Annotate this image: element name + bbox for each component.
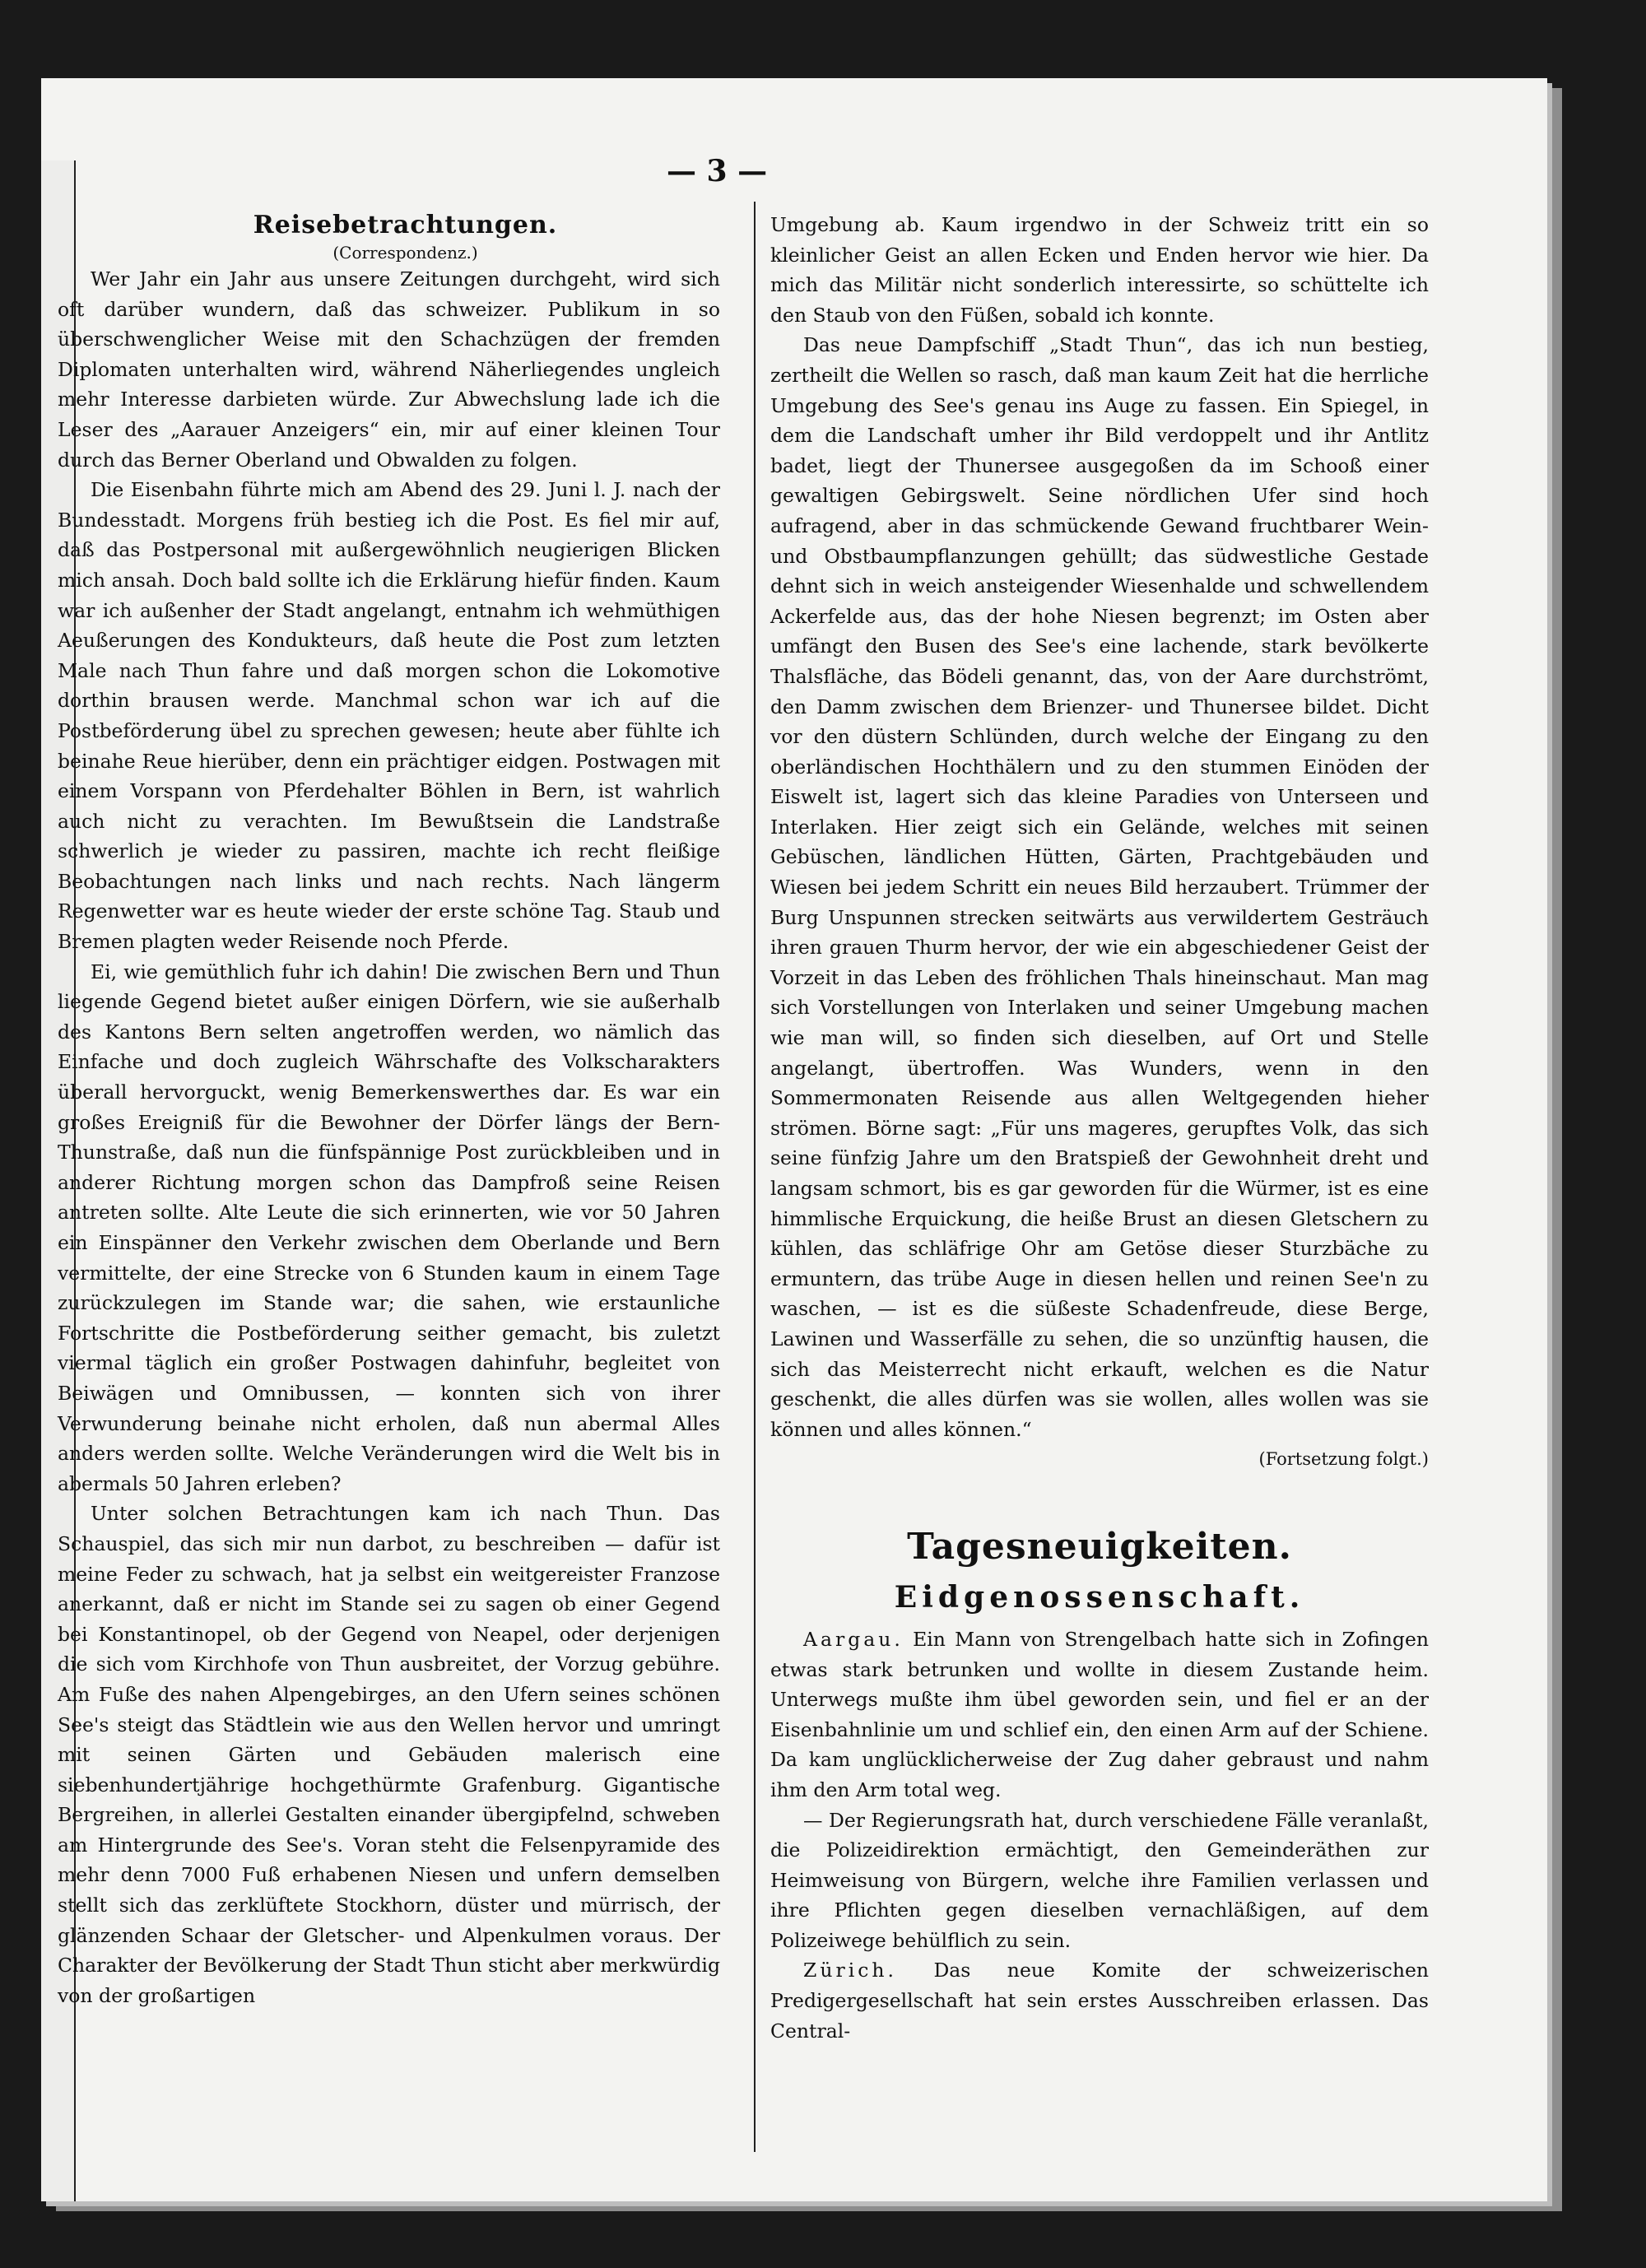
continued-note: (Fortsetzung folgt.)	[1258, 1449, 1429, 1470]
news-place: Zürich.	[803, 1959, 897, 1982]
news-item	[770, 1955, 1429, 2046]
article-paragraph: Wer Jahr ein Jahr aus unsere Zeitungen durchgeht, wird sich oft darüber wundern, daß das schweizer. Publikum in so überschwenglicher Weise mit den Schachzügen der fremden Diplomaten unterhalten wird, während Näherliegendes ungleich mehr Interesse darbieten würde. Zur Abwechslung lade ich die Leser des „Aarauer Anzeigers“ ein, mir auf einer kleinen Tour durch das Berner Oberland und Obwalden zu folgen.	[58, 267, 720, 472]
news-text: Das neue Komite der schweizerischen Predigergesellschaft hat sein erstes Ausschreiben erlassen. Das Central-	[770, 1959, 1429, 2043]
article-paragraph: Das neue Dampfschiff „Stadt Thun“, das ich nun bestieg, zertheilt die Wellen so rasch, daß man kaum Zeit hat die herrliche Umgebung des See's genau ins Auge zu fassen. Ein Spiegel, in dem die Landschaft umher ihr Bild verdoppelt und ihr Antlitz badet, liegt der Thunersee ausgegoßen da im Schooß einer gewaltigen Gebirgswelt. Seine nördlichen Ufer sind hoch aufragend, aber in das schmückende Gewand fruchtbarer Wein- und Obstbaumpflanzungen gehüllt; das südwestliche Gestade dehnt sich in weich ansteigender Wiesenhalde und schwellendem Ackerfelde aus, das der hohe Niesen begrenzt; im Osten aber umfängt den Busen des See's eine lachende, stark bevölkerte Thalsfläche, das Bödeli genannt, das, von der Aare durchströmt, den Damm zwischen dem Brienzer- und Thunersee bildet. Dicht vor den düstern Schlünden, durch welche der Eingang zu den oberländischen Hochthälern und zu den stummen Einöden der Eiswelt ist, lagert sich das kleine Paradies von Unterseen und Interlaken. Hier zeigt sich ein Gelände, welches mit seinen Gebüschen, ländlichen Hütten, Gärten, Prachtgebäuden und Wiesen bei jedem Schritt ein neues Bild herzaubert. Trümmer der Burg Unspunnen strecken seitwärts aus verwildertem Gesträuch ihren grauen Thurm hervor, der wie ein abgeschiedener Geist der Vorzeit in das Leben des fröhlichen Thals hineinschaut. Man mag sich Vorstellungen von Interlaken und seiner Umgebung machen wie man will, so finden sich dieselben, auf Ort und Stelle angelangt, übertroffen. Was Wunders, wenn in den Sommermonaten Reisende aus allen Weltgegenden hieher strömen. Börne sagt: „Für uns mageres, gerupftes Volk, das sich seine fünfzig Jahre um den Bratspieß der Gewohnheit dreht und langsam schmort, bis es gar geworden für die Würmer, ist es eine himmlische Erquickung, die heiße Brust an diesen Gletschern zu kühlen, das schläfrige Ohr am Getöse dieser Sturzbäche zu ermuntern, das trübe Auge in diesen hellen und reinen See'n zu waschen, — ist es die süßeste Schadenfreude, diese Berge, Lawinen und Wasserfälle zu sehen, die so unzünftig hausen, die sich das Meisterrecht nicht erkauft, welchen es die Natur geschenkt, die alles dürfen was sie wollen, alles wollen was sie können und alles können.“	[770, 333, 1429, 1441]
column-divider	[754, 202, 756, 2152]
article-paragraph: Die Eisenbahn führte mich am Abend des 29. Juni l. J. nach der Bundesstadt. Morgens früh bestieg ich die Post. Es fiel mir auf, daß das Postpersonal mit außergewöhnlich neugierigen Blicken mich ansah. Doch bald sollte ich die Erklärung hiefür finden. Kaum war ich außenher der Stadt angelangt, entnahm ich wehmüthigen Aeußerungen des Kondukteurs, daß heute die Post zum letzten Male nach Thun fahre und daß morgen schon die Lokomotive dorthin brausen werde. Manchmal schon war ich auf die Postbeförderung übel zu sprechen gewesen; heute aber fühlte ich beinahe Reue hierüber, denn ein prächtiger eidgen. Postwagen mit einem Vorspann von Pferdehalter Böhlen in Bern, ist wahrlich auch nicht zu verachten. Im Bewußtsein die Landstraße schwerlich je wieder zu passiren, machte ich recht fleißige Beobachtungen nach links und nach rechts. Nach längerm Regenwetter war es heute wieder der erste schöne Tag. Staub und Bremen plagten weder Reisende noch Pferde.	[58, 478, 720, 954]
article-title: Reisebetrachtungen.	[253, 211, 558, 239]
news-item	[770, 1624, 1429, 1806]
news-subsection-heading: Eidgenossenschaft.	[894, 1579, 1305, 1615]
news-text: — Der Regierungsrath hat, durch verschiedene Fälle veranlaßt, die Polizeidirektion ermächtigt, den Gemeinderäthen zur Heimweisung von Bürgern, welche ihre Familien verlassen und ihre Pflichten gegen dieselben vernachläßigen, auf dem Polizeiwege behülflich zu sein.	[770, 1808, 1429, 1952]
article-continuation: Umgebung ab. Kaum irgendwo in der Schweiz tritt ein so kleinlicher Geist an allen Ecken und Enden hervor wie hier. Da mich das Militär nicht sonderlich interessirte, so schüttelte ich den Staub von den Füßen, sobald ich konnte.	[770, 213, 1429, 327]
news-place: Aargau.	[803, 1627, 904, 1651]
article-subtitle: (Correspondenz.)	[332, 243, 478, 263]
page-number: — 3 —	[667, 154, 768, 188]
news-item	[770, 1806, 1429, 1956]
right-column	[770, 210, 1429, 2046]
newspaper-page	[41, 78, 1547, 2201]
news-section-heading: Tagesneuigkeiten.	[907, 1525, 1292, 1568]
article-paragraph: Ei, wie gemüthlich fuhr ich dahin! Die zwischen Bern und Thun liegende Gegend bietet außer einigen Dörfern, wie sie außerhalb des Kantons Bern selten angetroffen werden, wo nämlich das Einfache und doch zugleich Währschafte des Volkscharakters überall hervorguckt, wenig Bemerkenswerthes dar. Es war ein großes Ereigniß für die Bewohner der Dörfer längs der Bern-Thunstraße, daß nun die fünfspännige Post zurückbleiben und in anderer Richtung morgen schon das Dampfroß seine Reisen antreten sollte. Alte Leute die sich erinnerten, wie vor 50 Jahren ein Einspänner den Verkehr zwischen dem Oberlande und Bern vermittelte, der eine Strecke von 6 Stunden kaum in einem Tage zurückzulegen im Stande war; die sahen, wie erstaunliche Fortschritte die Postbeförderung seither gemacht, bis zuletzt viermal täglich ein großer Postwagen dahinfuhr, begleitet von Beiwägen und Omnibussen, — konnten sich von ihrer Verwunderung beinahe nicht erholen, daß nun abermal Alles anders werden sollte. Welche Veränderungen wird die Welt bis in abermals 50 Jahren erleben?	[58, 960, 720, 1495]
article-paragraph: Unter solchen Betrachtungen kam ich nach Thun. Das Schauspiel, das sich mir nun darbot, zu beschreiben — dafür ist meine Feder zu schwach, hat ja selbst ein weitgereister Franzose anerkannt, daß er nicht im Stande sei zu sagen ob einer Gegend bei Konstantinopel, ob der Gegend von Neapel, oder derjenigen die sich vom Kirchhofe von Thun ausbreitet, der Vorzug gebühre. Am Fuße des nahen Alpengebirges, an den Ufern seines schönen See's steigt das Städtlein wie aus den Wellen hervor und umringt mit seinen Gärten und Gebäuden malerisch eine siebenhundertjährige hochgethürmte Grafenburg. Gigantische Bergreihen, in allerlei Gestalten einander übergipfelnd, schweben am Hintergrunde des See's. Voran steht die Felsenpyramide des mehr denn 7000 Fuß erhabenen Niesen und unfern demselben stellt sich das zerklüftete Stockhorn, düster und mürrisch, der glänzenden Schaar der Gletscher- und Alpenkulmen voraus. Der Charakter der Bevölkerung der Stadt Thun sticht aber merkwürdig von der großartigen	[58, 1502, 720, 2007]
left-column	[58, 210, 720, 2010]
news-text: Ein Mann von Strengelbach hatte sich in Zofingen etwas stark betrunken und wollte in diesem Zustande heim. Unterwegs mußte ihm übel geworden sein, und fiel er an der Eisenbahnlinie um und schlief ein, den einen Arm auf der Schiene. Da kam unglücklicherweise der Zug daher gebraust und nahm ihm den Arm total weg.	[770, 1627, 1429, 1801]
